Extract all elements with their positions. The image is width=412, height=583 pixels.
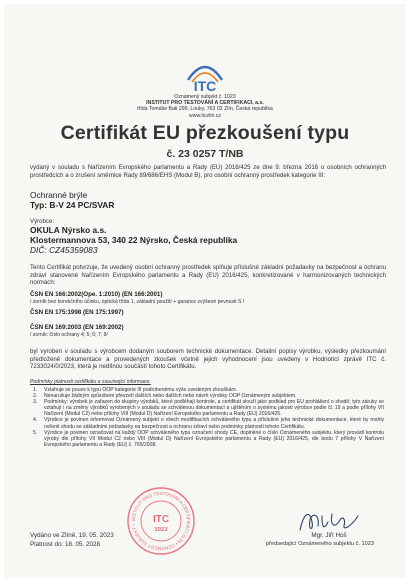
manufacturer-address: Klostermannova 53, 340 22 Nýrsko, Česká republika xyxy=(30,235,238,245)
institute-name: INSTITUT PRO TESTOVÁNÍ A CERTIFIKACI, a.s. xyxy=(146,100,264,106)
standard-title: ČSN EN 166:2002(Ope. 1:2010) (EN 166:2001) xyxy=(30,291,163,298)
conditions-list xyxy=(30,387,384,448)
product-name: Ochranné brýle xyxy=(30,190,88,200)
manufacturer-dic: DIČ: CZ45359083 xyxy=(30,245,98,255)
standard-detail: / zorník bez korekčního účinku, optická třída 1, základní použití + garance zvýšené pevnosti S / xyxy=(30,299,245,305)
list-item: 1. Vztahuje se pouze k typu OOP kategorie III podrobenému výše uvedeným zkouškám. xyxy=(33,387,238,393)
logo-text: ITC xyxy=(193,78,217,94)
manufacturer-label: Výrobce: xyxy=(30,218,55,225)
institute-website: www.itczlin.cz xyxy=(189,113,221,119)
stamp-number: 1023 xyxy=(154,527,168,533)
itc-logo xyxy=(182,60,228,94)
conditions-title: Podmínky platnosti certifikátu a souvisejicí informace: xyxy=(30,379,151,385)
stamp-ring-text: INSTITUT PRO TESTOVÁNÍ A CERTIFIKACI ZLÍN • OZNÁMENÝ SUBJEKT • xyxy=(130,490,192,552)
product-type: Typ: B-V 24 PC/SVAR xyxy=(30,200,115,210)
stamp-center-text: ITC xyxy=(152,514,170,525)
institute-address: třída Tomáše Bati 299, Louky, 763 02 Zlín, Česká republika xyxy=(137,106,273,112)
compliance-statement: Tento Certifikát potvrzuje, že uvedený osobní ochranný prostředek splňuje příslušné základní požadavky na bezpečnost a ochranu zdraví stanovené Nařízením Evropského parlamentu a Rady (EU) 2016/425, konkretizované v harmonizovaných technických normách: xyxy=(30,264,386,286)
standard-detail: / zorník: číslo ochrany 4; 5; 6; 7; 8/ xyxy=(30,332,108,338)
standard-title: ČSN EN 169:2003 (EN 169:2002) xyxy=(30,324,124,331)
page-title: Certifikát EU přezkoušení typu xyxy=(60,122,350,144)
certificate-number: č. 23 0257 T/NB xyxy=(166,148,244,160)
production-note: byl vyroben v souladu s výrobcem dodaným souborem technické dokumentace. Detailní popisy výrobku, výsledky přezkoumání předložené dokumentace a provedených zkoušek včetně jejich vyhodnocení jsou uvedeny v Hodnotící zprávě ITC č. 7233024/0/2023, která je nedílnou součástí tohoto Certifikátu. xyxy=(30,348,386,370)
notified-body-number: Oznámený subjekt č. 1023 xyxy=(174,94,236,100)
list-item: 2. Nenarušuje žádným způsobem převzetí dalších nebo dalších nebo návrh výrobky OOP Oznámeným subjektem. xyxy=(33,393,297,400)
list-item: 3. Podmínky: výrobek je zařazen do skupiny výrobků, které podléhají kontrole, a certifikát slouží jako podklad pro EU prohlášení o shodě; tyto záruky se vztahují i na změny výrobků vyrobených v souladu se schválenou dokumentací a ujištěním o systému jakosti výrobce podle čl. 19 a podle přílohy VII Nařízení (Modul C2) nebo přílohy VIII (Modul D) Nařízení Evropského parlamentu a Rady (EU) 2016/425. xyxy=(33,399,384,418)
certificate-page xyxy=(4,4,406,578)
signer-role: předsedající Oznámeného subjektu č. 1023 xyxy=(266,541,374,547)
list-item: 5. Výrobce je povinen označovat na každý OOP schváleného typu označení shody CE, doplněné o číslo Oznámeného subjektu, který provádí kontrolu výroby dle přílohy VII Modul C2 nebo VIII (Modul D) Nařízení Evropského parlamentu a Rady (EU) 2016/425, dle bodu 7 přílohy V Nařízení Evropského parlamentu a Rady (EU) č. 765/2008. xyxy=(33,429,384,448)
list-item: 4. Výrobce je povinen informovat Oznámený subjekt o všech modifikacích schváleného typu a příslušné jeho technické dokumentace, které by mohly ovlivnit shodu se základními požadavky na bezpečnost a ochranu zdraví nebo podmínky platnosti tohoto Certifikátu. xyxy=(33,417,384,430)
manufacturer-name: OKULA Nýrsko a.s. xyxy=(30,225,107,235)
intro-text: vydaný v souladu s Nařízením Evropského parlamentu a Rady (EU) 2016/425 ze dne 9. března 2016 o osobních ochranných prostředcích a o zrušení směrnice Rady 89/686/EHS (Modul B), pro osobní ochranný prostředek kategorie III: xyxy=(30,164,386,179)
issue-date: Vydáno ve Zlíně, 19. 05. 2023 xyxy=(30,532,114,539)
signer-name: Mgr. Jiří Hoš xyxy=(311,532,347,539)
standard-title: ČSN EN 175:1998 (EN 175:1997) xyxy=(30,309,124,316)
validity-date: Platnost do: 18. 05. 2028 xyxy=(30,541,101,548)
